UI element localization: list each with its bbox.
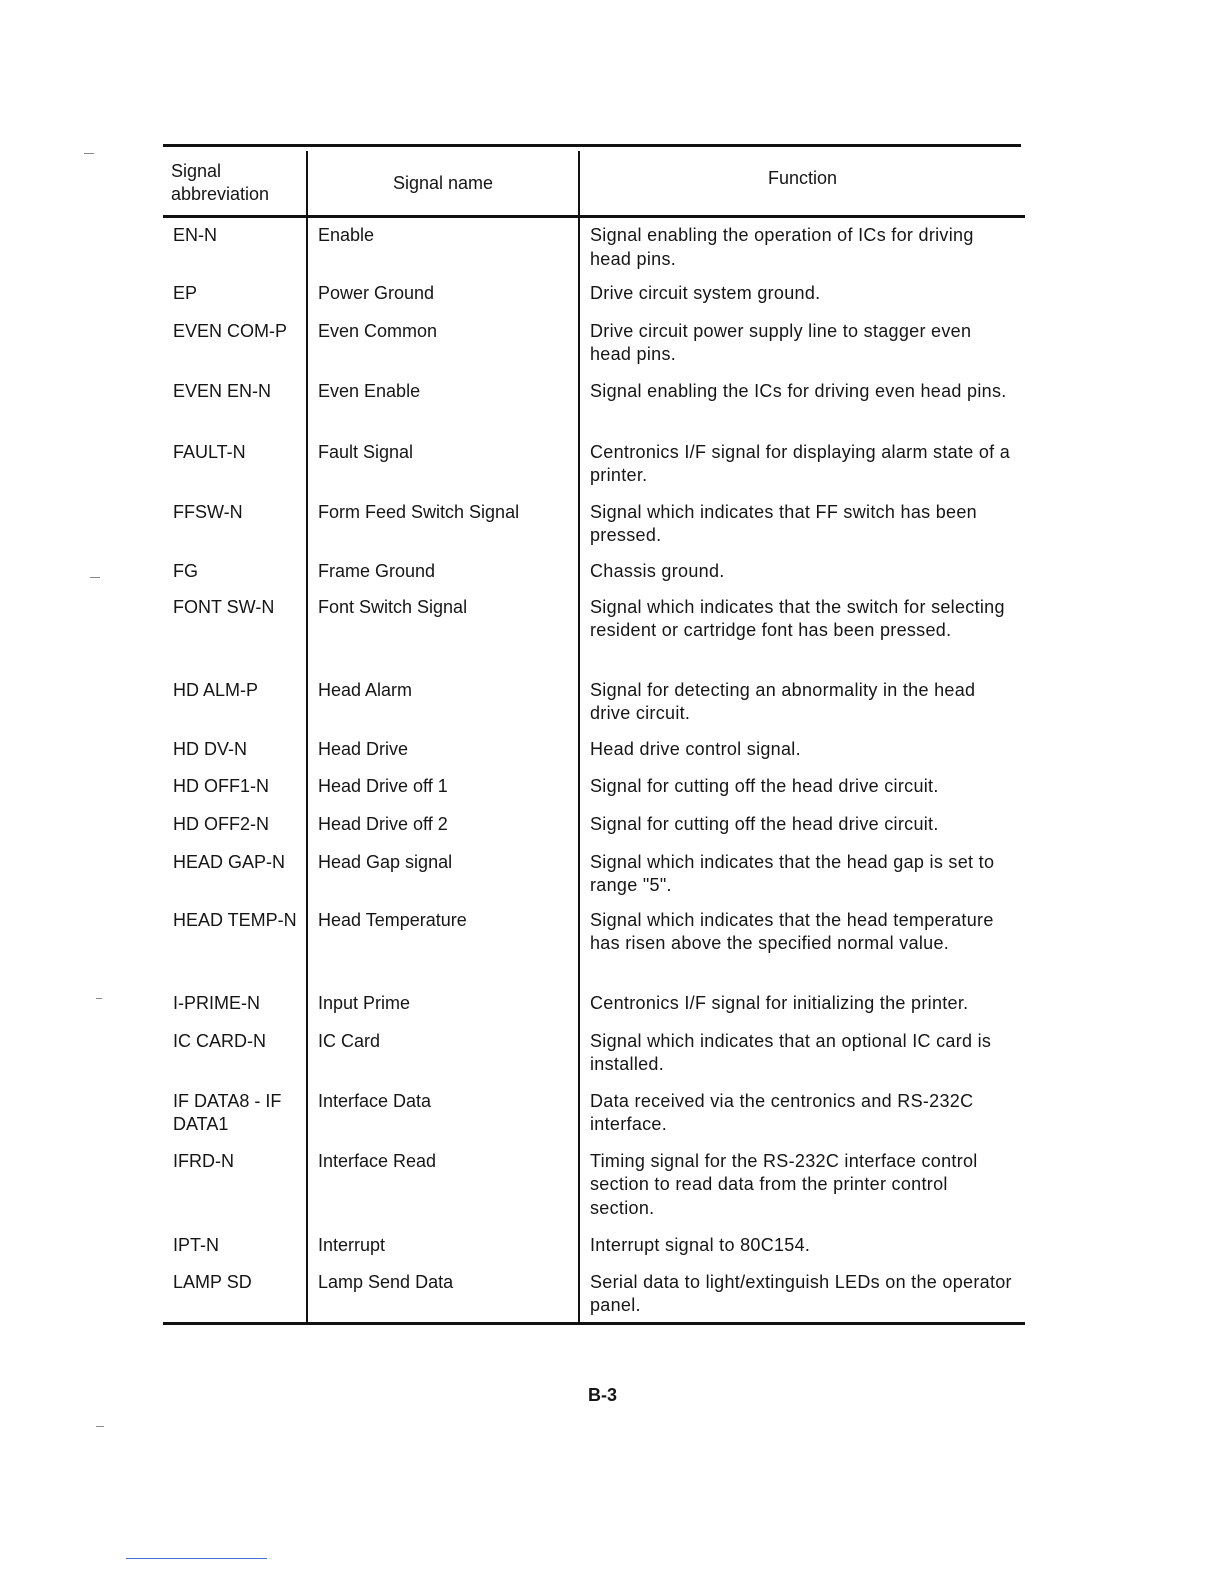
signal-name-cell: Interface Read (307, 1144, 579, 1228)
scan-artifact (96, 1426, 104, 1427)
signal-function-cell: Signal which indicates that the head temperature has risen above the specified normal value. (579, 903, 1025, 986)
table-row (163, 276, 1025, 314)
signal-name-cell: Head Drive off 1 (307, 769, 579, 807)
signal-function-cell: Signal for cutting off the head drive circuit. (579, 769, 1025, 807)
signal-function-cell: Signal enabling the operation of ICs for driving head pins. (579, 217, 1025, 276)
signal-abbreviation-cell: EP (173, 282, 198, 303)
signal-name-cell: Head Alarm (307, 673, 579, 732)
signal-abbreviation-cell: HEAD GAP-N (173, 851, 286, 872)
signal-function-cell: Data received via the centronics and RS-232C interface. (579, 1084, 1025, 1144)
signal-name-cell: Input Prime (307, 986, 579, 1024)
table-row (163, 1265, 1025, 1324)
signal-function-cell: Signal which indicates that FF switch has been pressed. (579, 495, 1025, 554)
signal-name-cell: Even Common (307, 314, 579, 374)
signal-abbreviation-cell: HD OFF1-N (173, 775, 269, 796)
table-row (163, 314, 1025, 374)
table-row (163, 732, 1025, 769)
header-abbreviation: Signal abbreviation (163, 151, 307, 217)
table-row (163, 986, 1025, 1024)
table-row (163, 1228, 1025, 1265)
signal-name-cell: Head Gap signal (307, 845, 579, 903)
signal-function-cell: Signal which indicates that the switch for selecting resident or cartridge font has been pressed. (579, 590, 1025, 673)
signal-name-cell: Interface Data (307, 1084, 579, 1144)
signal-name-cell: Form Feed Switch Signal (307, 495, 579, 554)
signal-function-cell: Drive circuit system ground. (579, 276, 1025, 314)
signal-function-cell: Head drive control signal. (579, 732, 1025, 769)
table-row (163, 807, 1025, 845)
signal-name-cell: Lamp Send Data (307, 1265, 579, 1324)
signal-abbreviation-cell: LAMP SD (163, 1265, 307, 1324)
page-number: B-3 (588, 1385, 618, 1405)
signal-abbreviation-cell: IFRD-N (173, 1150, 234, 1171)
table-row (163, 1024, 1025, 1084)
table-row (163, 903, 1025, 986)
table-row (163, 590, 1025, 673)
signal-abbreviation-cell: IPT-N (173, 1234, 220, 1255)
scan-artifact (96, 998, 102, 999)
signal-name-cell: Fault Signal (307, 435, 579, 495)
table-row (163, 374, 1025, 435)
signal-abbreviation-cell: IC CARD-N (173, 1030, 266, 1051)
signal-function-cell: Drive circuit power supply line to stagger even head pins. (579, 314, 1025, 374)
signal-function-cell: Signal for cutting off the head drive circuit. (579, 807, 1025, 845)
signal-name-cell: Frame Ground (307, 554, 579, 590)
header-function: Function (579, 151, 1025, 217)
table-row (163, 495, 1025, 554)
signal-name-cell: IC Card (307, 1024, 579, 1084)
signal-abbreviation-cell: HD ALM-P (173, 679, 259, 700)
table-body (163, 217, 1025, 1324)
signal-function-cell: Signal which indicates that the head gap is set to range "5". (579, 845, 1025, 903)
scan-artifact (90, 577, 100, 578)
table-row (163, 673, 1025, 732)
signal-function-cell: Serial data to light/extinguish LEDs on the operator panel. (579, 1265, 1025, 1324)
footer-rule (126, 1558, 267, 1559)
signal-name-cell: Interrupt (307, 1228, 579, 1265)
signal-abbreviation-cell: FG (173, 560, 198, 581)
table-row (163, 554, 1025, 590)
signal-abbreviation-cell: FFSW-N (173, 501, 243, 522)
signal-abbreviation-cell: EVEN COM-P (173, 320, 288, 341)
signal-name-cell: Head Drive off 2 (307, 807, 579, 845)
table-row (163, 845, 1025, 903)
signal-abbreviation-cell: EN-N (173, 225, 217, 245)
table-top-rule (163, 144, 1021, 147)
signal-abbreviation-cell: HEAD TEMP-N (173, 909, 297, 930)
table-row (163, 1084, 1025, 1144)
signal-table (163, 151, 1025, 1325)
header-signal-name: Signal name (307, 151, 579, 217)
signal-name-cell: Font Switch Signal (307, 590, 579, 673)
signal-function-cell: Centronics I/F signal for initializing the printer. (579, 986, 1025, 1024)
signal-name-cell: Head Temperature (307, 903, 579, 986)
signal-function-cell: Timing signal for the RS-232C interface control section to read data from the printer control section. (579, 1144, 1025, 1228)
signal-function-cell: Chassis ground. (579, 554, 1025, 590)
signal-name-cell: Enable (307, 217, 579, 276)
signal-abbreviation-cell: FAULT-N (173, 441, 246, 462)
signal-function-cell: Signal enabling the ICs for driving even head pins. (579, 374, 1025, 435)
signal-abbreviation-cell: FONT SW-N (173, 596, 275, 617)
scan-artifact (84, 153, 94, 154)
signal-name-cell: Power Ground (307, 276, 579, 314)
table-row (163, 769, 1025, 807)
signal-abbreviation-cell: HD OFF2-N (173, 813, 269, 834)
signal-function-cell: Signal which indicates that an optional IC card is installed. (579, 1024, 1025, 1084)
table-row (163, 435, 1025, 495)
signal-function-cell: Centronics I/F signal for displaying alarm state of a printer. (579, 435, 1025, 495)
table-header-row (163, 151, 1025, 217)
table-row (163, 217, 1025, 276)
signal-abbreviation-cell: IF DATA8 - IF DATA1 (173, 1090, 282, 1134)
signal-name-cell: Even Enable (307, 374, 579, 435)
signal-function-cell: Interrupt signal to 80C154. (579, 1228, 1025, 1265)
signal-abbreviation-cell: EVEN EN-N (173, 380, 272, 401)
signal-function-cell: Signal for detecting an abnormality in the head drive circuit. (579, 673, 1025, 732)
signal-abbreviation-cell: HD DV-N (173, 738, 248, 759)
signal-abbreviation-cell: I-PRIME-N (173, 992, 260, 1013)
signal-name-cell: Head Drive (307, 732, 579, 769)
table-row (163, 1144, 1025, 1228)
